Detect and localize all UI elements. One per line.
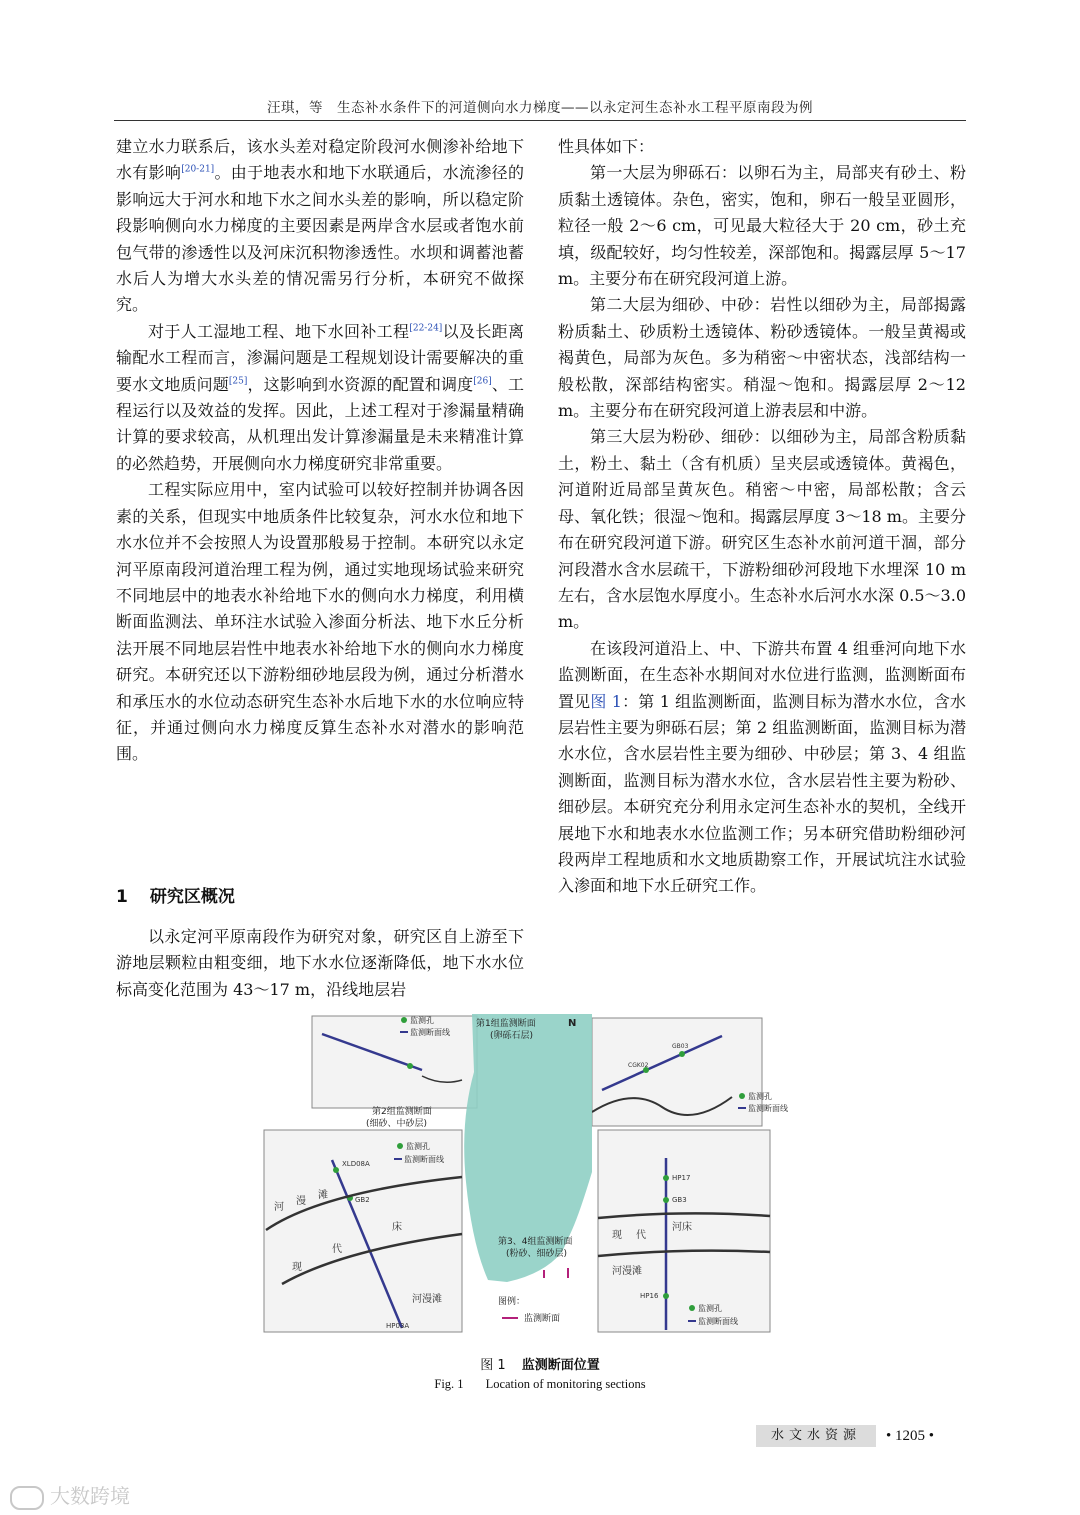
section-number: 1 (116, 887, 128, 907)
text-run: 在该段河道沿上、中、下游共布置 4 组垂河向地下水监测断面，在生态补水期间对水位进行监测，监测断面布置见 (558, 638, 966, 711)
well-dot (333, 1167, 339, 1173)
group1-label: 第1组监测断面 (476, 1019, 536, 1029)
map-text: 现 (612, 1230, 622, 1241)
legend-text: 监测断面线 (410, 1028, 450, 1037)
left-paragraph-3: 工程实际应用中，室内试验可以较好控制并协调各因素的关系，但现实中地质条件比较复杂，河水水位和地下水水位并不会按照人为设置那般易于控制。本研究以永定河平原南段河道治理工程为例，通过实地现场试验来研究不同地层中的地表水补给地下水的侧向水力梯度，利用横断面监测法、单环注水试验入渗面分析法、地下水丘分析法开展不同地层岩性中地表水补给地下水的侧向水力梯度研究。本研究还以下游粉细砂地层段为例，通过分析潜水和承压水的水位动态研究生态补水后地下水的水位响应特征，并通过侧向水力梯度反算生态补水对潜水的影响范围。 (116, 480, 524, 764)
right-column (558, 134, 966, 900)
left-paragraph-1 (116, 134, 524, 319)
well-label: GB3 (672, 1196, 687, 1204)
journal-name: 水文水资源 (756, 1425, 876, 1447)
map-text: 河 (274, 1202, 284, 1213)
text-run: ：第 1 组监测断面，监测目标为潜水水位，含水层岩性主要为卵砾石层；第 2 组监测断面，监测目标为潜水水位，含水层岩性主要为细砂、中砂层；第 3、4 组监测断面，监测目标为潜水水位，含水层岩性主要为粉砂、细砂层。本研究充分利用永定河生态补水的契机，全线开展地下水和地表水水位监测工作；另本研究借助粉细砂河段两岸工程地质和水文地质勘察工作，开展试坑注水试验入渗面和地下水丘研究工作。 (558, 691, 966, 896)
figure-title-cn: 监测断面位置 (521, 1358, 600, 1373)
inset-upper-left (312, 1016, 477, 1108)
inset-upper-right (592, 1018, 762, 1126)
well-dot (663, 1293, 669, 1299)
well-dot (407, 1063, 413, 1069)
map-text: 河漫滩 (612, 1266, 642, 1277)
well-label: GB03 (672, 1043, 689, 1050)
watermark-logo-icon (10, 1486, 44, 1510)
legend-text: 监测断面线 (698, 1317, 738, 1326)
citation[interactable]: [20-21] (181, 165, 215, 176)
header-rule (114, 120, 966, 121)
map-text: 代 (332, 1244, 342, 1255)
text-run: 以及长距离输配水工程而言，渗漏问题是工程规划设计需要解决的重要水文地质问题 (116, 321, 524, 394)
figure-caption-cn (0, 1354, 1080, 1373)
well-label: HP16 (640, 1292, 659, 1300)
watermark (10, 1480, 130, 1510)
left-paragraph-2 (116, 319, 524, 477)
right-paragraph-4 (558, 636, 966, 900)
well-dot (663, 1175, 669, 1181)
well-label: XLD08A (342, 1160, 370, 1168)
map-text: 漫 (296, 1196, 306, 1207)
legend-text: 监测孔 (698, 1304, 722, 1313)
group2-label: 第2组监测断面 (372, 1107, 432, 1117)
group1-sub: (卵砾石层) (490, 1031, 534, 1041)
map-text: 床 (392, 1222, 402, 1233)
map-text: 现 (292, 1262, 302, 1273)
right-paragraph-3: 第三大层为粉砂、细砂：以细砂为主，局部含粉质黏土，粉土、黏土（含有机质）呈夹层或透镜体。黄褐色，河道附近局部呈黄灰色。稍密～中密，局部松散；含云母、氧化铁；很湿～饱和。揭露层厚度 3～18 m。主要分布在研究段河道下游。研究区生态补水前河道干涸，部分河段潜水含水层疏干，下游粉细砂河段地下水埋深 10 m 左右，含水层饱水厚度小。生态补水后河水水深 0.5～3.0 m。 (558, 427, 966, 632)
legend-title: 图例： (498, 1297, 526, 1307)
legend-text: 监测孔 (748, 1092, 772, 1101)
legend-text: 监测断面线 (748, 1104, 788, 1113)
text-run: 、工程运行以及效益的发挥。因此，上述工程对于渗漏量精确计算的要求较高，从机理出发计算渗漏量是未来精准计算的必然趋势，开展侧向水力梯度研究非常重要。 (116, 374, 524, 473)
watermark-text: 大数跨境 (50, 1484, 130, 1508)
right-paragraph-0: 性具体如下： (558, 137, 655, 156)
left-column-lower (116, 924, 524, 1003)
figure-title-en: Location of monitoring sections (485, 1377, 646, 1391)
legend-well-icon (397, 1143, 403, 1149)
right-paragraph-1: 第一大层为卵砾石：以卵石为主，局部夹有砂土、粉质黏土透镜体。杂色，密实，饱和，卵石一般呈亚圆形，粒径一般 2～6 cm，可见最大粒径大于 20 cm，砂土充填，级配较好，均匀性较差，深部饱和。揭露层厚 5～17 m。主要分布在研究段河道上游。 (558, 163, 966, 289)
citation[interactable]: [25] (228, 376, 248, 387)
text-run: 对于人工湿地工程、地下水回补工程 (148, 321, 410, 341)
text-run: ，这影响到水资源的配置和调度 (247, 374, 474, 394)
group2-sub: (细砂、中砂层) (366, 1119, 428, 1129)
well-label: CGK02 (628, 1062, 649, 1069)
figure-caption-en (0, 1377, 1080, 1392)
legend-well-icon (689, 1305, 695, 1311)
map-text: 河漫滩 (412, 1294, 442, 1305)
figure-link[interactable]: 图 1 (590, 691, 622, 711)
well-dot (663, 1197, 669, 1203)
left-paragraph-4: 以永定河平原南段作为研究对象，研究区自上游至下游地层颗粒由粗变细，地下水水位逐渐降低，地下水水位标高变化范围为 43～17 m，沿线地层岩 (116, 927, 524, 999)
figure-monitoring-map (262, 1012, 818, 1342)
well-label: HP03A (386, 1322, 410, 1330)
map-svg (262, 1012, 818, 1342)
map-text: 滩 (318, 1190, 328, 1201)
text-run: 。由于地表水和地下水联通后，水流渗径的影响远大于河水和地下水之间水头差的影响，所以稳定阶段影响侧向水力梯度的主要因素是两岸含水层或者饱水前包气带的渗透性以及河床沉积物渗透性。水坝和调蓄池蓄水后人为增大水头差的情况需另行分析，本研究不做探究。 (116, 163, 524, 315)
legend-text: 监测断面线 (404, 1155, 444, 1164)
citation[interactable]: [22-24] (409, 323, 443, 334)
running-header: 汪琪，等 生态补水条件下的河道侧向水力梯度——以永定河生态补水工程平原南段为例 (267, 100, 813, 116)
section-heading (116, 882, 235, 907)
well-label: GB2 (355, 1196, 370, 1204)
legend-well-icon (401, 1017, 407, 1023)
left-column (116, 134, 524, 768)
north-arrow-icon: N (568, 1018, 577, 1029)
legend-text: 监测孔 (406, 1142, 430, 1151)
text-run: 建立水力联系后，该水头差对稳定阶段河水侧渗补给地下水有影响 (116, 137, 524, 183)
well-label: HP17 (672, 1174, 691, 1182)
well-dot (679, 1051, 685, 1057)
right-paragraph-2: 第二大层为细砂、中砂：岩性以细砂为主，局部揭露粉质黏土、砂质粉土透镜体、粉砂透镜体。一般呈黄褐或褐黄色，局部为灰色。多为稍密～中密状态，浅部结构一般松散，深部结构密实。稍湿～饱和。揭露层厚 2～12 m。主要分布在研究段河道上游表层和中游。 (558, 295, 966, 421)
figure-label-cn: 图 1 (480, 1358, 506, 1373)
legend-text: 监测断面 (524, 1314, 561, 1324)
section-title: 研究区概况 (149, 887, 235, 907)
group34-label: 第3、4组监测断面 (498, 1237, 573, 1247)
map-text: 代 (636, 1230, 646, 1241)
map-text: 河床 (672, 1222, 692, 1233)
page-number: • 1205 • (886, 1428, 935, 1444)
figure-label-en: Fig. 1 (434, 1377, 464, 1391)
legend-text: 监测孔 (410, 1016, 434, 1025)
citation[interactable]: [26] (473, 376, 492, 387)
group34-sub: (粉砂、细砂层) (506, 1249, 568, 1259)
legend-well-icon (739, 1093, 745, 1099)
